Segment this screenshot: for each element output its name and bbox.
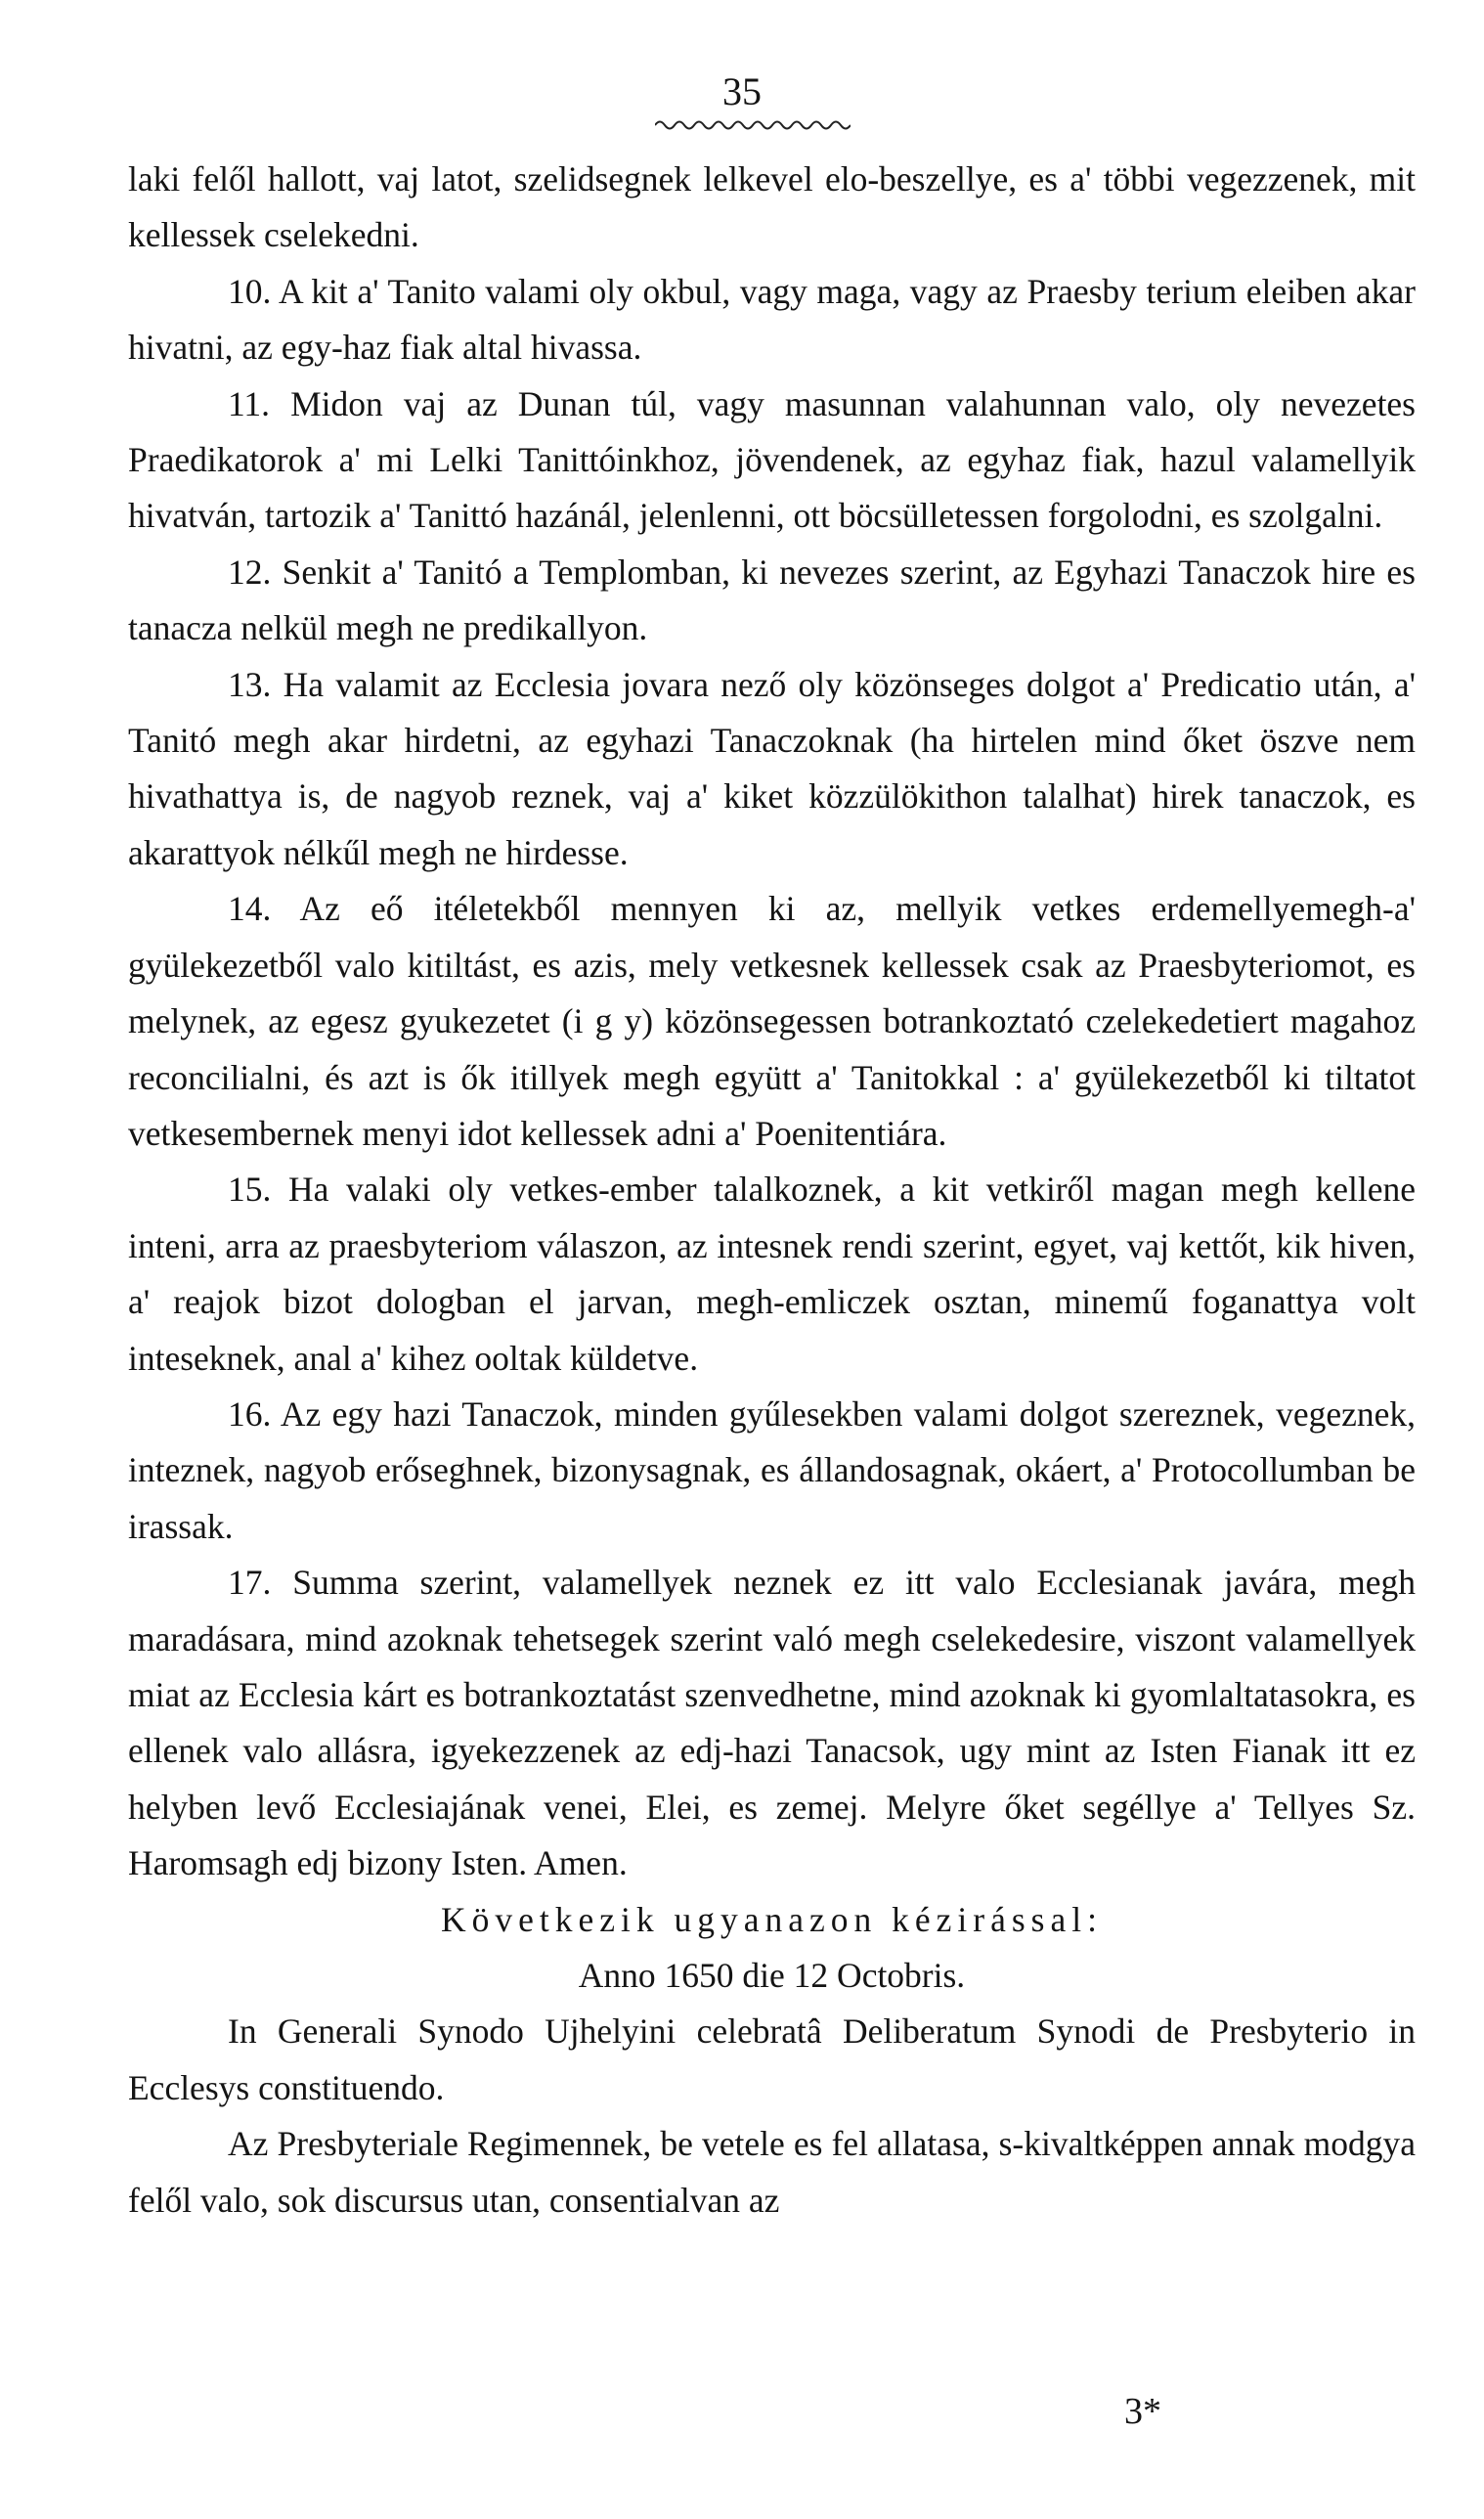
section-heading: Következik ugyanazon kézirással: <box>441 1899 1103 1939</box>
signature-mark: 3* <box>1124 2391 1161 2432</box>
paragraph-last: Az Presbyteriale Regimennek, be vetele es fel allatasa, s-kivaltképpen annak modgya felől valo, sok discursus utan, consentialvan az <box>128 2124 1416 2220</box>
wavy-rule <box>655 117 851 131</box>
paragraph-continued: laki felől hallott, vaj latot, szelidsegnek lelkevel elo-beszellye, es a' többi vegezzenek, mit kellessek cselekedni. <box>128 159 1416 255</box>
paragraph-11: 11. Midon vaj az Dunan túl, vagy masunnan valahunnan valo, oly nevezetes Praedikatorok a' mi Lelki Tanittóinkhoz, jövendenek, az egyhaz fiak, hazul valamellyik hivatván, tartozik a' Tanittó hazánál, jelenlenni, ott böcsülletessen forgolodni, es szolgalni. <box>128 383 1416 536</box>
page-number: 35 <box>722 69 762 113</box>
paragraph-17: 17. Summa szerint, valamellyek neznek ez itt valo Ecclesianak javára, megh maradásara, mind azoknak tehetsegek szerint való megh cselekedesire, viszont valamellyek miat az Ecclesia kárt es botrankoztatást szenvedhetne, mind azoknak ki gyomlaltatasokra, es ellenek valo allásra, igyekezzenek az edj-hazi Tanacsok, ugy mint az Isten Fianak itt ez helyben levő Ecclesiajának venei, Elei, es zemej. Melyre őket segéllye a' Tellyes Sz. Haromsagh edj bizony Isten. Amen. <box>128 1563 1416 1883</box>
paragraph-12: 12. Senkit a' Tanitó a Templomban, ki nevezes szerint, az Egyhazi Tanaczok hire es tanacza nelkül megh ne predikallyon. <box>128 552 1416 648</box>
paragraph-15: 15. Ha valaki oly vetkes-ember talalkoznek, a kit vetkiről magan megh kellene inteni, arra az praesbyteriom válaszon, az intesnek rendi szerint, egyet, vaj kettőt, kik hiven, a' reajok bizot dologban el jarvan, megh-emliczek osztan, minemű foganattya volt inteseknek, anal a' kihez ooltak küldetve. <box>128 1170 1416 1378</box>
paragraph-latin: In Generali Synodo Ujhelyini celebratâ Deliberatum Synodi de Presbyterio in Ecclesys constituendo. <box>128 2011 1416 2107</box>
paragraph-14: 14. Az eő itéletekből mennyen ki az, mellyik vetkes erdemellyemegh-a' gyülekezetből valo kitiltást, es azis, mely vetkesnek kellessek csak az Praesbyteriomot, es melynek, az egesz gyukezetet (i g y) közönsegessen botrankoztató czelekedetiert magahoz reconcilialni, és azt is ők itillyek megh együtt a' Tanitokkal : a' gyülekezetből ki tiltatot vetkesembernek menyi idot kellessek adni a' Poenitentiára. <box>128 889 1416 1153</box>
date-line: Anno 1650 die 12 Octobris. <box>578 1956 966 1995</box>
paragraph-10: 10. A kit a' Tanito valami oly okbul, vagy maga, vagy az Praesby terium eleiben akar hivatni, az egy-haz fiak altal hivassa. <box>128 271 1416 368</box>
page-body <box>128 152 1416 2229</box>
paragraph-13: 13. Ha valamit az Ecclesia jovara nező oly közönseges dolgot a' Predicatio után, a' Tanitó megh akar hirdetni, az egyhazi Tanaczoknak (ha hirtelen mind őket öszve nem hivathattya is, de nagyob reznek, vaj a' kiket közzülökithon talalhat) hirek tanaczok, es akarattyok nélkűl megh ne hirdesse. <box>128 664 1416 872</box>
paragraph-16: 16. Az egy hazi Tanaczok, minden gyűlesekben valami dolgot szereznek, vegeznek, inteznek, nagyob erőseghnek, bizonysagnak, es állandosagnak, okáert, a' Protocollumban be irassak. <box>128 1393 1416 1546</box>
